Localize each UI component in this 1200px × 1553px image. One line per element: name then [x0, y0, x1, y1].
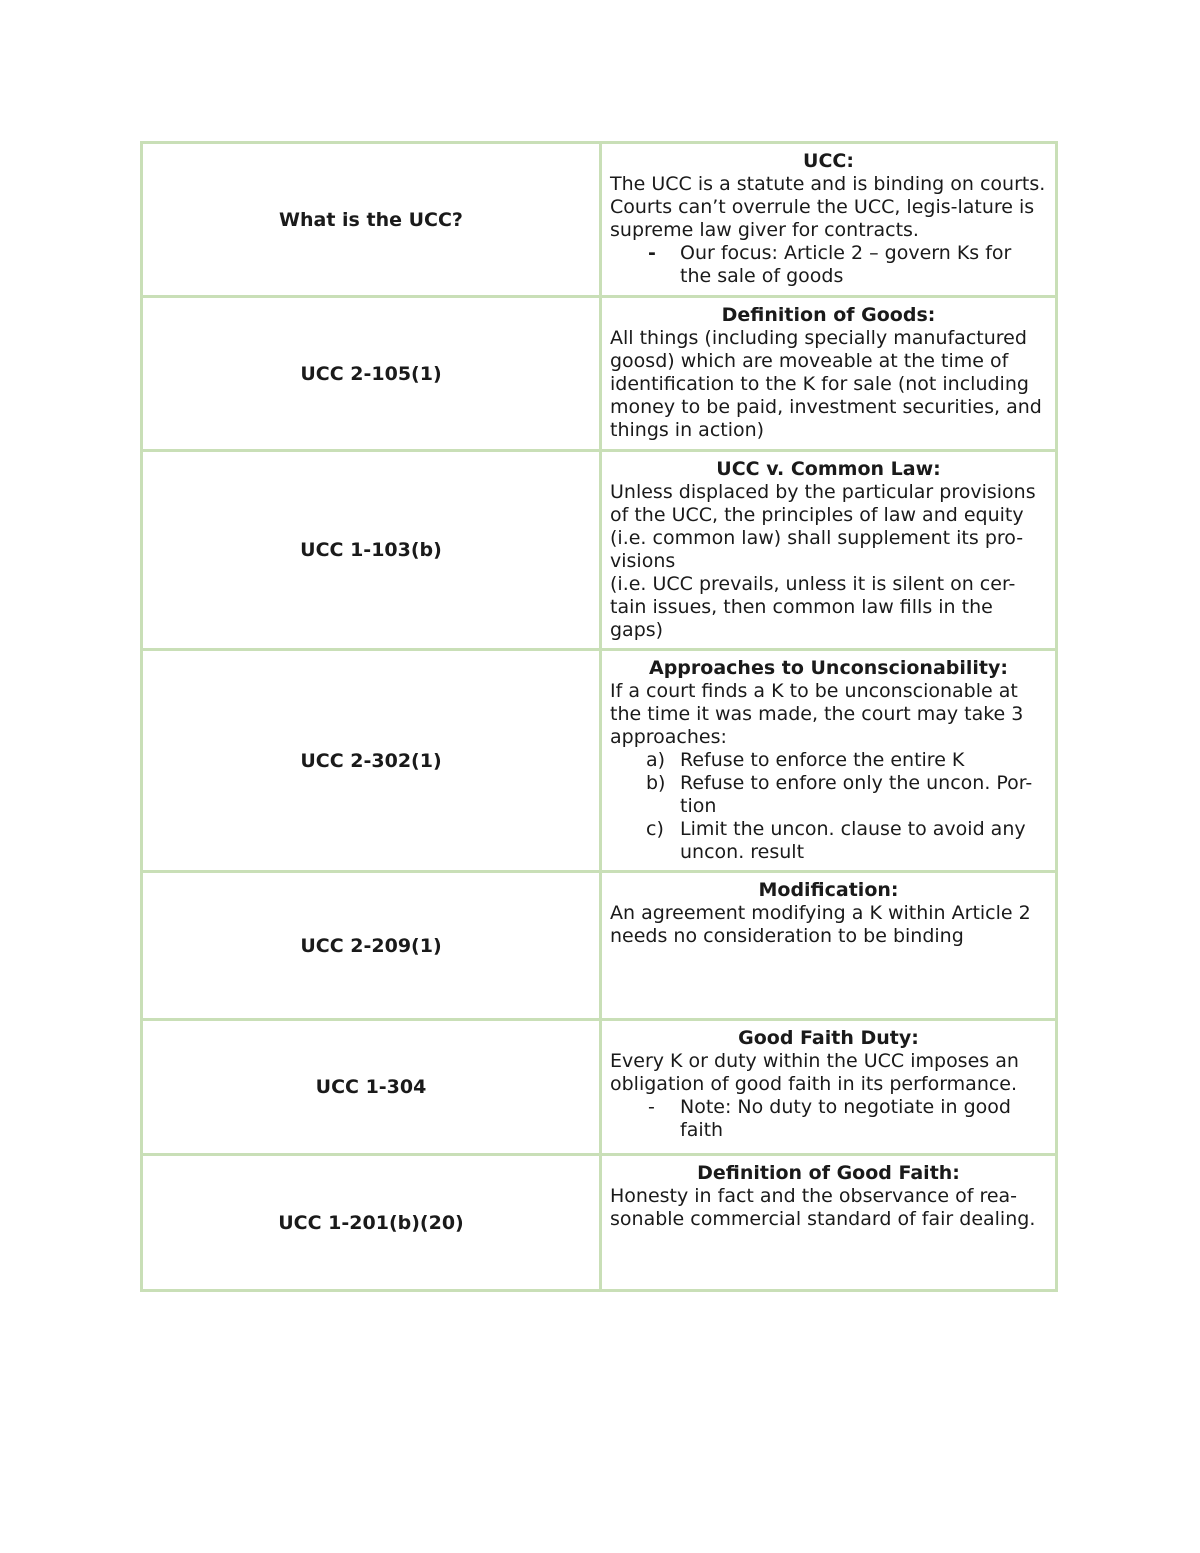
definition-title: Approaches to Unconscionability:: [649, 657, 1008, 679]
list-marker: -: [648, 1096, 655, 1118]
term-label: UCC 1-201(b)(20): [278, 1211, 464, 1234]
term-cell: [142, 1155, 601, 1291]
term-cell: [142, 143, 601, 297]
flashcard-table: [140, 141, 1058, 1292]
table-row: [142, 872, 1057, 1020]
list-item-text: Refuse to enfore only the uncon. Por-tion: [680, 772, 1033, 817]
term-label: UCC 1-304: [315, 1076, 427, 1098]
table-row: [142, 1020, 1057, 1155]
list-item-text: Limit the uncon. clause to avoid any uncon. result: [680, 818, 1026, 863]
list-item-text: Our focus: Article 2 – govern Ks for the sale of goods: [680, 242, 1012, 287]
list-item-text: Note: No duty to negotiate in good faith: [680, 1096, 1011, 1141]
list-marker: a): [646, 749, 666, 771]
definition-cell: [601, 1155, 1057, 1291]
definition-text: An agreement modifying a K within Article 2 needs no consideration to be binding: [610, 902, 1031, 947]
definition-text: All things (including specially manufactured goosd) which are moveable at the time of identification to the K for sale (not including money to be paid, investment securities, and things in action): [610, 327, 1042, 441]
definition-text: Unless displaced by the particular provisions of the UCC, the principles of law and equity (i.e. common law) shall supplement its pro-visions: [610, 481, 1036, 572]
definition-cell: [601, 297, 1057, 451]
definition-title: Modification:: [758, 879, 899, 901]
definition-list: [610, 242, 1047, 288]
definition-title: UCC v. Common Law:: [716, 458, 941, 480]
definition-title: UCC:: [803, 150, 854, 172]
definition-text: If a court finds a K to be unconscionable at the time it was made, the court may take 3 approaches:: [610, 680, 1024, 748]
definition-title: Good Faith Duty:: [738, 1027, 919, 1049]
definition-text: The UCC is a statute and is binding on courts. Courts can’t overrule the UCC, legis-lature is supreme law giver for contracts.: [610, 173, 1046, 241]
table-row: [142, 143, 1057, 297]
table-row: [142, 451, 1057, 650]
definition-title: Definition of Good Faith:: [697, 1162, 960, 1184]
list-item: [610, 818, 1047, 864]
list-item-text: Refuse to enforce the entire K: [680, 749, 965, 771]
table-row: [142, 650, 1057, 872]
definition-cell: [601, 650, 1057, 872]
table-row: [142, 297, 1057, 451]
list-item: [610, 749, 1047, 772]
list-marker: b): [646, 772, 666, 794]
definition-cell: [601, 1020, 1057, 1155]
term-cell: [142, 451, 601, 650]
term-cell: [142, 1020, 601, 1155]
term-cell: [142, 872, 601, 1020]
list-item: [610, 242, 1047, 288]
term-label: UCC 1-103(b): [300, 539, 442, 561]
term-label: UCC 2-302(1): [300, 749, 442, 772]
term-cell: [142, 650, 601, 872]
term-label: UCC 2-209(1): [300, 934, 442, 957]
definition-text: Every K or duty within the UCC imposes an obligation of good faith in its performance.: [610, 1050, 1019, 1095]
list-item: [610, 1096, 1047, 1142]
list-marker: -: [648, 242, 656, 264]
list-item: [610, 772, 1047, 818]
term-label: UCC 2-105(1): [300, 362, 442, 385]
definition-cell: [601, 872, 1057, 1020]
definition-text: Honesty in fact and the observance of rea-sonable commercial standard of fair dealing.: [610, 1185, 1036, 1230]
definition-list: [610, 749, 1047, 864]
term-label: What is the UCC?: [279, 208, 463, 231]
definition-cell: [601, 451, 1057, 650]
table-row: [142, 1155, 1057, 1291]
list-marker: c): [646, 818, 664, 840]
term-cell: [142, 297, 601, 451]
definition-list: [610, 1096, 1047, 1142]
definition-title: Definition of Goods:: [721, 304, 936, 326]
definition-cell: [601, 143, 1057, 297]
definition-text: (i.e. UCC prevails, unless it is silent on cer-tain issues, then common law fills in the gaps): [610, 573, 1016, 641]
